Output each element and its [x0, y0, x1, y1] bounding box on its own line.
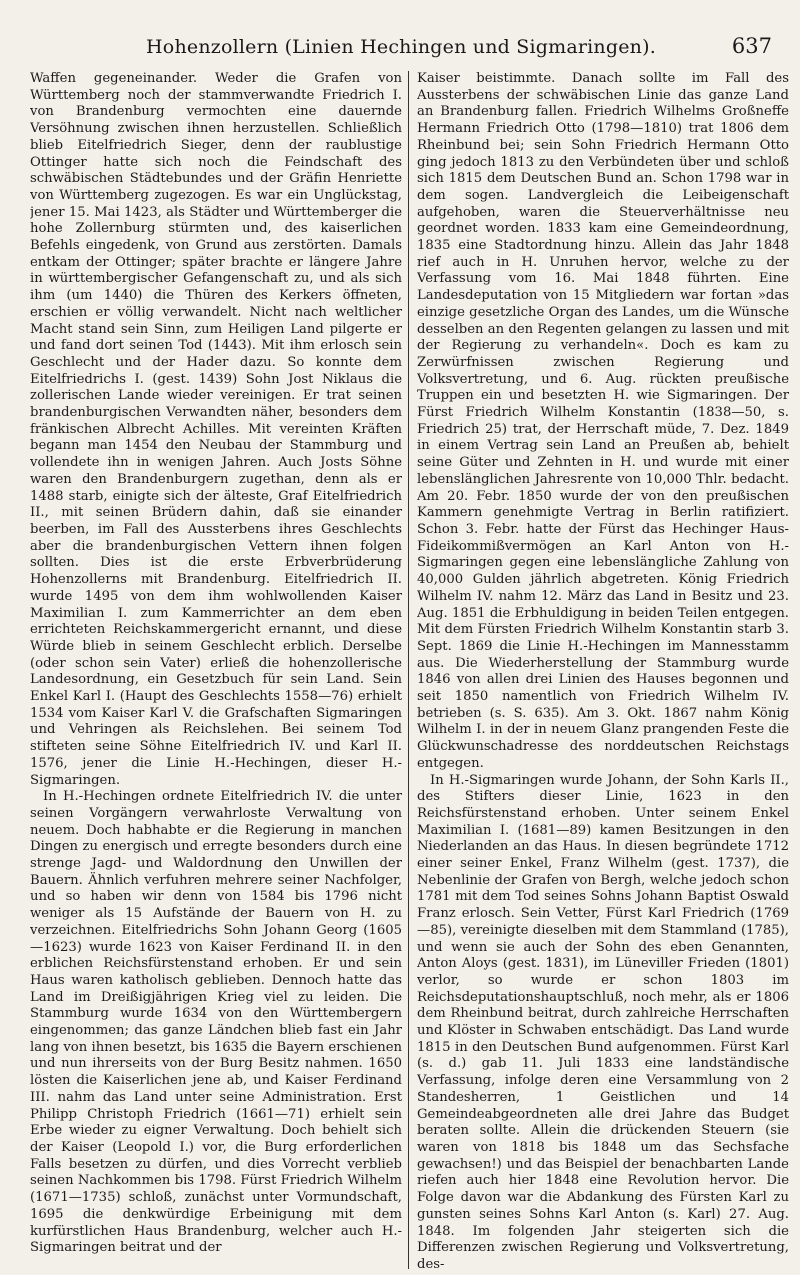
right-column: [417, 71, 789, 1271]
column-divider: [408, 71, 409, 1269]
paragraph: In H.-Hechingen ordnete Eitelfriedrich IV. die unter seinen Vorgängern verwahrloste Verwaltung von neuem. Doch habhabte er die Regierung in manchen Dingen zu energisch und erregte besonders durch eine strenge Jagd- und Waldordnung den Unwillen der Bauern. Ähnlich verfuhren mehrere seiner Nachfolger, und so haben wir denn von 1584 bis 1796 nicht weniger als 15 Aufstände der Bauern von H. zu verzeichnen. Eitelfriedrichs Sohn Johann Georg (1605—1623) wurde 1623 von Kaiser Ferdinand II. in den erblichen Reichsfürstenstand erhoben. Er und sein Haus waren katholisch geblieben. Dennoch hatte das Land im Dreißigjährigen Krieg viel zu leiden. Die Stammburg wurde 1634 von den Württembergern eingenommen; das ganze Ländchen blieb fast ein Jahr lang von ihnen besetzt, bis 1635 die Bayern erschienen und nun ihrerseits von der Burg Besitz nahmen. 1650 lösten die Kaiserlichen jene ab, und Kaiser Ferdinand III. nahm das Land unter seine Administration. Erst Philipp Christoph Friedrich (1661—71) erhielt sein Erbe wieder zu eigner Verwaltung. Doch behielt sich der Kaiser (Leopold I.) vor, die Burg erforderlichen Falls besetzen zu dürfen, und dies Vorrecht verblieb seinen Nachkommen bis 1798. Fürst Friedrich Wilhelm (1671—1735) schloß, zunächst unter Vormundschaft, 1695 die denkwürdige Erbeinigung mit dem kurfürstlichen Haus Brandenburg, welcher auch H.-Sigmaringen beitrat und der: [30, 789, 402, 1256]
paragraph: Kaiser beistimmte. Danach sollte im Fall des Aussterbens der schwäbischen Linie das ganze Land an Brandenburg fallen. Friedrich Wilhelms Großneffe Hermann Friedrich Otto (1798—1810) trat 1806 dem Rheinbund bei; sein Sohn Friedrich Hermann Otto ging jedoch 1813 zu den Verbündeten über und schloß sich 1815 dem Deutschen Bund an. Schon 1798 war in dem sogen. Landvergleich die Leibeigenschaft aufgehoben, waren die Steuerverhältnisse neu geordnet worden. 1833 kam eine Gemeindeordnung, 1835 eine Stadtordnung hinzu. Allein das Jahr 1848 rief auch in H. Unruhen hervor, welche zu der Verfassung vom 16. Mai 1848 führten. Eine Landesdeputation von 15 Mitgliedern war fortan »das einzige gesetzliche Organ des Landes, um die Wünsche desselben an den Regenten gelangen zu lassen und mit der Regierung zu verhandeln«. Doch es kam zu Zerwürfnissen zwischen Regierung und Volksvertretung, und 6. Aug. rückten preußische Truppen ein und besetzten H. wie Sigmaringen. Der Fürst Friedrich Wilhelm Konstantin (1838—50, s. Friedrich 25) trat, der Herrschaft müde, 7. Dez. 1849 in einem Vertrag sein Land an Preußen ab, behielt seine Güter und Zehnten in H. und wurde mit einer lebenslänglichen Jahresrente von 10,000 Thlr. bedacht. Am 20. Febr. 1850 wurde der von den preußischen Kammern genehmigte Vertrag in Berlin ratifiziert. Schon 3. Febr. hatte der Fürst das Hechinger Haus-Fideikommißvermögen an Karl Anton von H.-Sigmaringen gegen eine lebenslängliche Zahlung von 40,000 Gulden jährlich abgetreten. König Friedrich Wilhelm IV. nahm 12. März das Land in Besitz und 23. Aug. 1851 die Erbhuldigung in beiden Teilen entgegen. Mit dem Fürsten Friedrich Wilhelm Konstantin starb 3. Sept. 1869 die Linie H.-Hechingen im Mannesstamm aus. Die Wiederherstellung der Stammburg wurde 1846 von allen drei Linien des Hauses begonnen und seit 1850 namentlich von Friedrich Wilhelm IV. betrieben (s. S. 635). Am 3. Okt. 1867 nahm König Wilhelm I. in der in neuem Glanz prangenden Feste die Glückwunschadresse des norddeutschen Reichstags entgegen.: [417, 71, 789, 771]
running-header: [30, 34, 772, 64]
paragraph: Waffen gegeneinander. Weder die Grafen von Württemberg noch der stammverwandte Friedrich I. von Brandenburg vermochten eine dauernde Versöhnung zwischen ihnen herzustellen. Schließlich blieb Eitelfriedrich Sieger, denn der raublustige Ottinger hatte sich noch die Feindschaft des schwäbischen Städtebundes und der Gräfin Henriette von Württemberg zugezogen. Es war ein Unglückstag, jener 15. Mai 1423, als Städter und Württemberger die hohe Zollernburg stürmten und, des kaiserlichen Befehls eingedenk, von Grund aus zerstörten. Damals entkam der Ottinger; später brachte er längere Jahre in württembergischer Gefangenschaft zu, und als sich ihm (um 1440) die Thüren des Kerkers öffneten, erschien er völlig verwandelt. Nicht nach weltlicher Macht stand sein Sinn, zum Heiligen Land pilgerte er und fand dort seinen Tod (1443). Mit ihm erlosch sein Geschlecht und der Hader dazu. So konnte dem Eitelfriedrichs I. (gest. 1439) Sohn Jost Niklaus die zollerischen Lande wieder vereinigen. Er trat seinen brandenburgischen Verwandten näher, besonders dem fränkischen Albrecht Achilles. Mit vereinten Kräften begann man 1454 den Neubau der Stammburg und vollendete ihn in wenigen Jahren. Auch Josts Söhne waren den Brandenburgern zugethan, denn als er 1488 starb, einigte sich der älteste, Graf Eitelfriedrich II., mit seinen Brüdern dahin, daß sie einander beerben, im Fall des Aussterbens ihres Geschlechts aber die brandenburgischen Vettern ihnen folgen sollten. Dies ist die erste Erbverbrüderung Hohenzollerns mit Brandenburg. Eitelfriedrich II. wurde 1495 von dem ihm wohlwollenden Kaiser Maximilian I. zum Kammerrichter an dem eben errichteten Reichskammergericht ernannt, und diese Würde blieb in seinem Geschlecht erblich. Derselbe (oder schon sein Vater) erließ die hohenzollerische Landesordnung, ein Gesetzbuch für sein Land. Sein Enkel Karl I. (Haupt des Geschlechts 1558—76) erhielt 1534 vom Kaiser Karl V. die Grafschaften Sigmaringen und Vehringen als Reichslehen. Bei seinem Tod stifteten seine Söhne Eitelfriedrich IV. und Karl II. 1576, jener die Linie H.-Hechingen, dieser H.-Sigmaringen.: [30, 71, 402, 788]
running-title: Hohenzollern (Linien Hechingen und Sigmaringen).: [146, 36, 656, 58]
left-column: [30, 71, 402, 1271]
page-number: 637: [731, 34, 772, 58]
paragraph: In H.-Sigmaringen wurde Johann, der Sohn Karls II., des Stifters dieser Linie, 1623 in den Reichsfürstenstand erhoben. Unter seinem Enkel Maximilian I. (1681—89) kamen Besitzungen in den Niederlanden an das Haus. In diesen begründete 1712 einer seiner Enkel, Franz Wilhelm (gest. 1737), die Nebenlinie der Grafen von Bergh, welche jedoch schon 1781 mit dem Tod seines Sohns Johann Baptist Oswald Franz erlosch. Sein Vetter, Fürst Karl Friedrich (1769—85), vereinigte dieselben mit dem Stammland (1785), und wenn sie auch der Sohn des eben Genannten, Anton Aloys (gest. 1831), im Lüneviller Frieden (1801) verlor, so wurde er schon 1803 im Reichsdeputationshauptschluß, noch mehr, als er 1806 dem Rheinbund beitrat, durch zahlreiche Herrschaften und Klöster in Schwaben entschädigt. Das Land wurde 1815 in den Deutschen Bund aufgenommen. Fürst Karl (s. d.) gab 11. Juli 1833 eine landständische Verfassung, infolge deren eine Versammlung von 2 Standesherren, 1 Geistlichen und 14 Gemeindeabgeordneten alle drei Jahre das Budget beraten sollte. Allein die drückenden Steuern (sie waren von 1818 bis 1848 um das Sechsfache gewachsen!) und das Beispiel der benachbarten Lande riefen auch hier 1848 eine Revolution hervor. Die Folge davon war die Abdankung des Fürsten Karl zu gunsten seines Sohns Karl Anton (s. Karl) 27. Aug. 1848. Im folgenden Jahr steigerten sich die Differenzen zwischen Regierung und Volksvertretung, des-: [417, 772, 789, 1271]
